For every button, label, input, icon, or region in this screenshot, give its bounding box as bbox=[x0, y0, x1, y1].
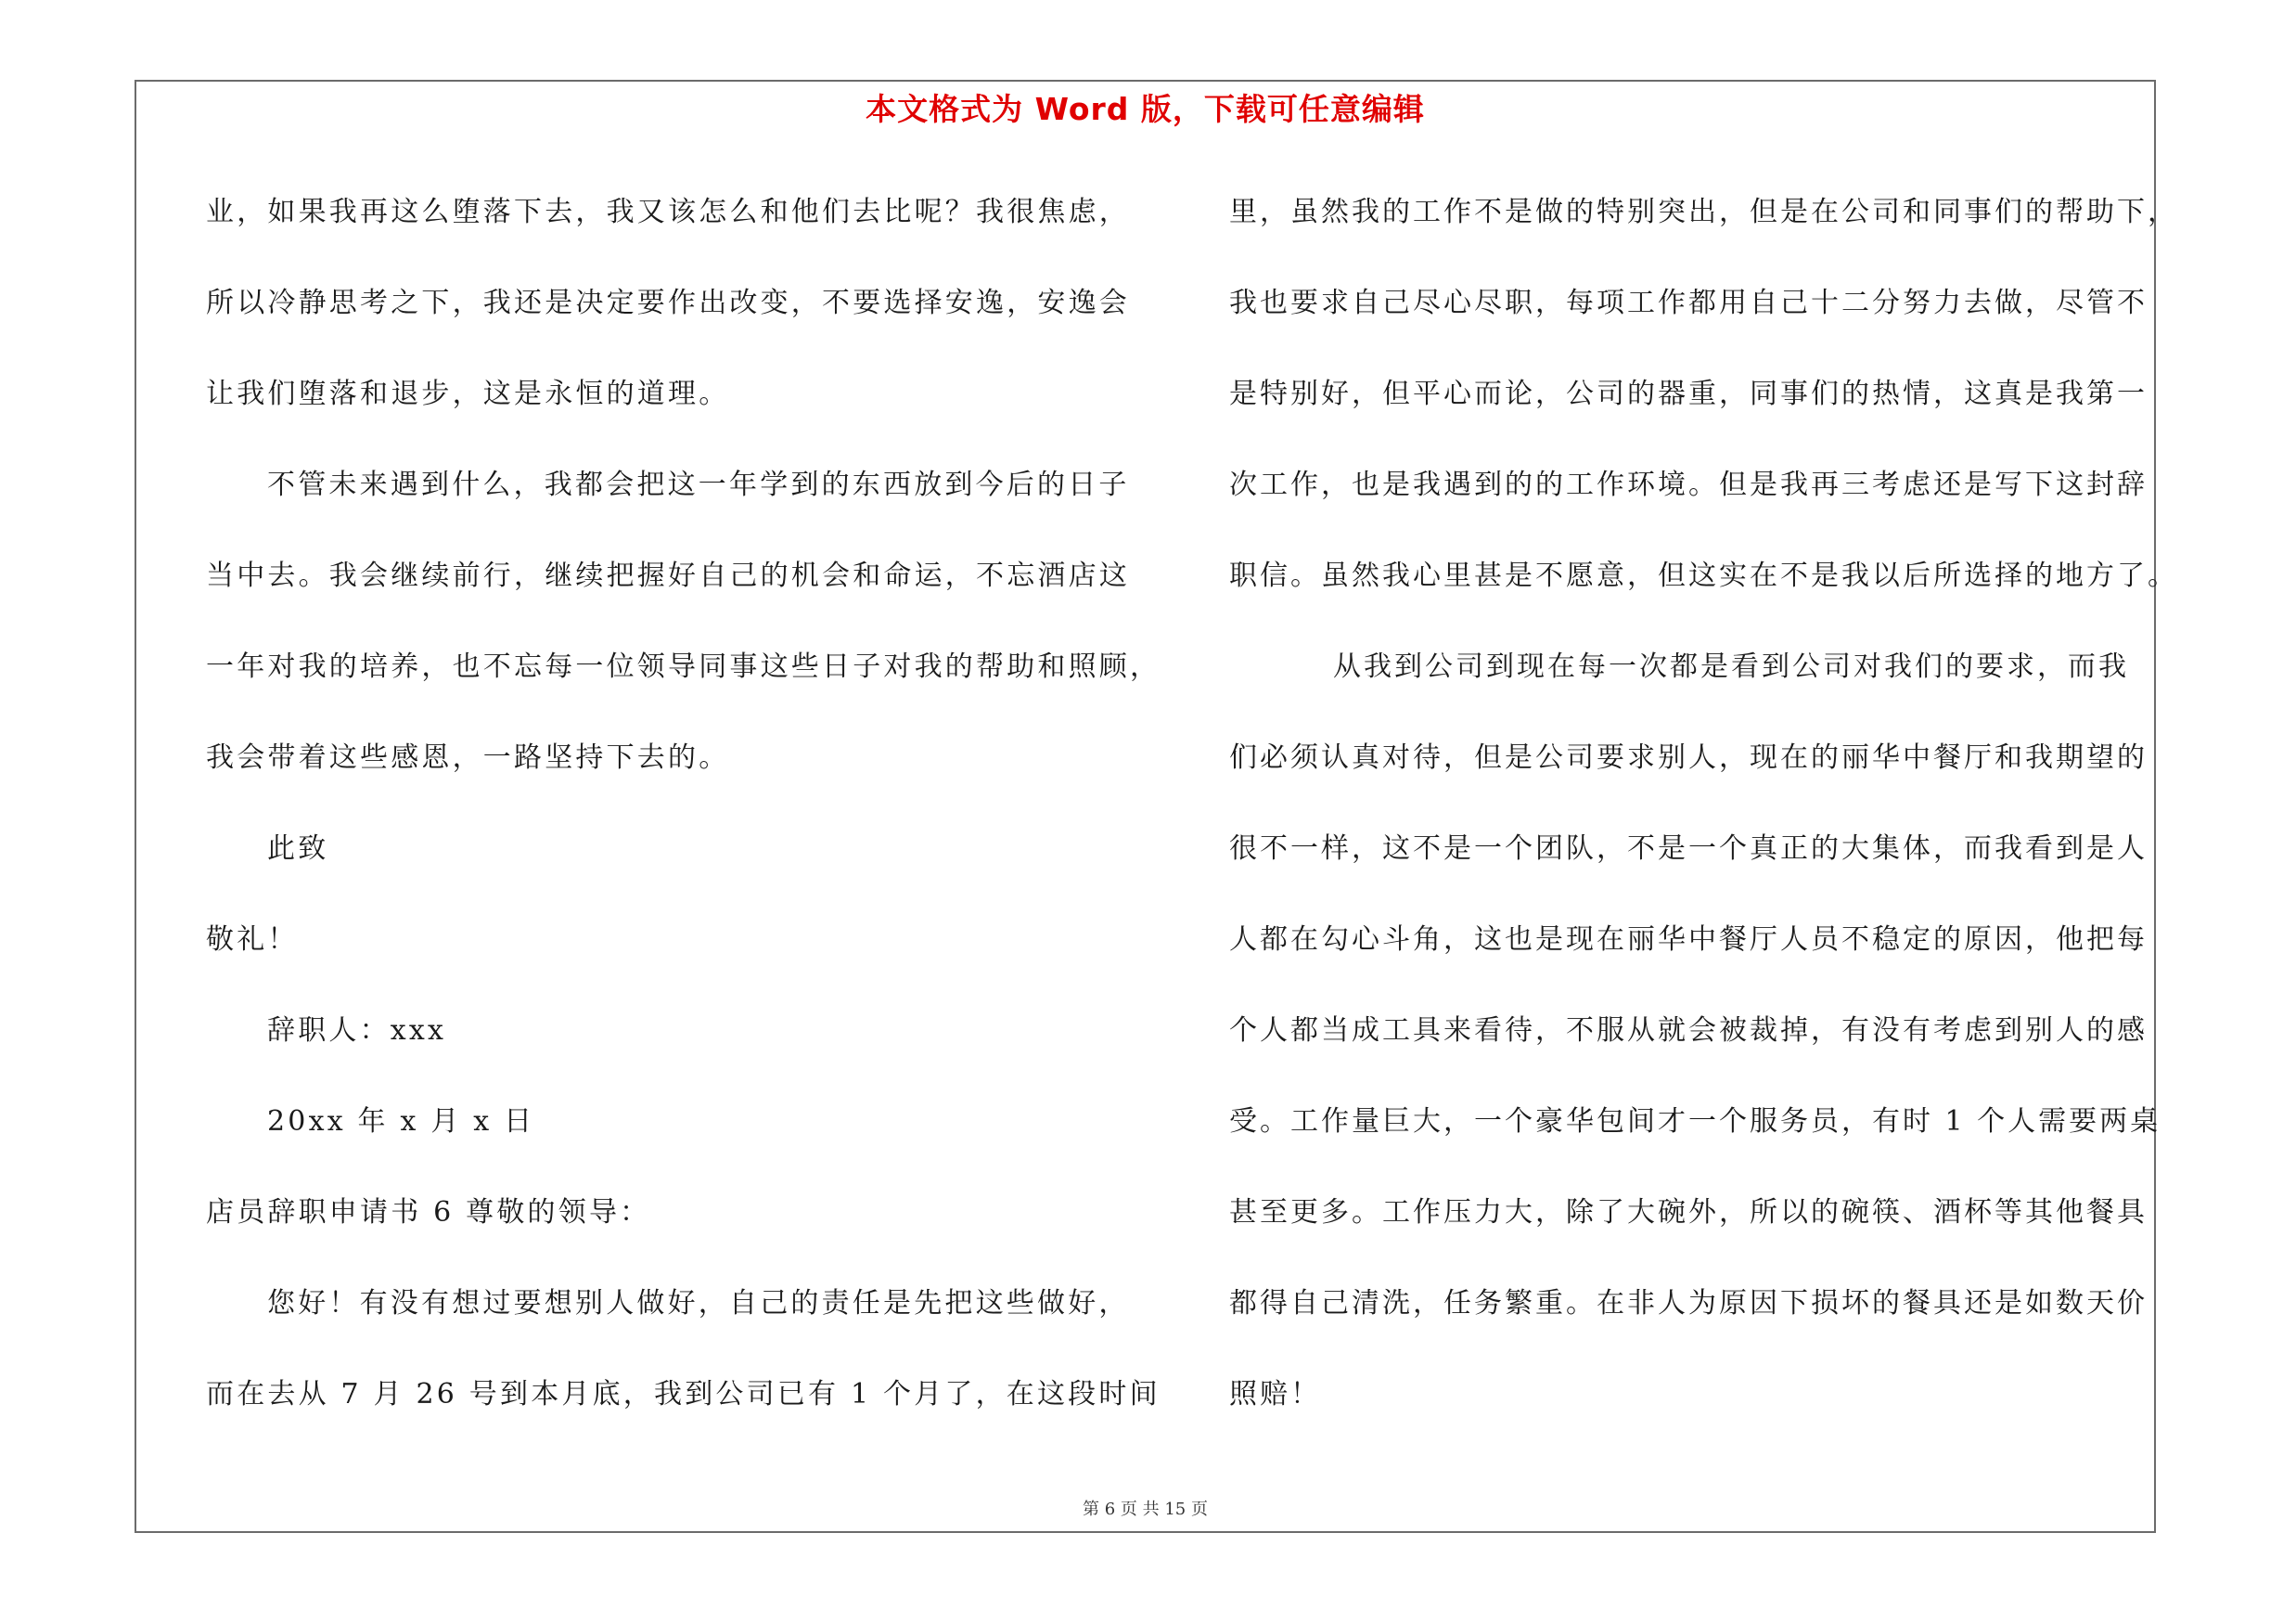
salutation: 敬礼！ bbox=[206, 923, 299, 956]
text-line: 所以冷静思考之下，我还是决定要作出改变，不要选择安逸，安逸会 bbox=[206, 287, 1130, 319]
text-line: 一年对我的培养，也不忘每一位领导同事这些日子对我的帮助和照顾， bbox=[206, 650, 1161, 683]
page-number-footer: 第 6 页 共 15 页 bbox=[1083, 1500, 1208, 1519]
paragraph-start-line: 您好！有没有想过要想别人做好，自己的责任是先把这些做好， bbox=[267, 1287, 1130, 1320]
text-line: 照赔！ bbox=[1229, 1378, 1321, 1410]
text-line: 里，虽然我的工作不是做的特别突出，但是在公司和同事们的帮助下， bbox=[1229, 196, 2178, 228]
text-line: 很不一样，这不是一个团队，不是一个真正的大集体，而我看到是人 bbox=[1229, 832, 2148, 865]
text-line: 让我们堕落和退步，这是永恒的道理。 bbox=[206, 378, 730, 410]
text-line: 次工作，也是我遇到的的工作环境。但是我再三考虑还是写下这封辞 bbox=[1229, 469, 2148, 501]
document-banner: 本文格式为 Word 版，下载可任意编辑 bbox=[866, 91, 1425, 127]
paragraph-start-line: 不管未来遇到什么，我都会把这一年学到的东西放到今后的日子 bbox=[267, 469, 1130, 501]
text-line: 受。工作量巨大，一个豪华包间才一个服务员，有时 1 个人需要两桌 bbox=[1229, 1105, 2161, 1138]
letter-date: 20xx 年 x 月 x 日 bbox=[267, 1105, 535, 1138]
text-line: 个人都当成工具来看待，不服从就会被裁掉，有没有考虑到别人的感 bbox=[1229, 1014, 2148, 1047]
paragraph-start-line: 从我到公司到现在每一次都是看到公司对我们的要求，而我 bbox=[1333, 650, 2129, 683]
text-line: 人都在勾心斗角，这也是现在丽华中餐厅人员不稳定的原因，他把每 bbox=[1229, 923, 2148, 956]
closing-phrase: 此致 bbox=[267, 832, 329, 865]
text-line: 我会带着这些感恩，一路坚持下去的。 bbox=[206, 741, 730, 774]
signatory: 辞职人：xxx bbox=[267, 1014, 447, 1047]
text-line: 而在去从 7 月 26 号到本月底，我到公司已有 1 个月了，在这段时间 bbox=[206, 1378, 1161, 1410]
text-line: 业，如果我再这么堕落下去，我又该怎么和他们去比呢？我很焦虑， bbox=[206, 196, 1130, 228]
text-line: 们必须认真对待，但是公司要求别人，现在的丽华中餐厅和我期望的 bbox=[1229, 741, 2148, 774]
section-heading: 店员辞职申请书 6 尊敬的领导： bbox=[206, 1196, 651, 1229]
text-line: 我也要求自己尽心尽职，每项工作都用自己十二分努力去做，尽管不 bbox=[1229, 287, 2148, 319]
text-line: 是特别好，但平心而论，公司的器重，同事们的热情，这真是我第一 bbox=[1229, 378, 2148, 410]
text-line: 甚至更多。工作压力大，除了大碗外，所以的碗筷、酒杯等其他餐具 bbox=[1229, 1196, 2148, 1229]
text-line: 当中去。我会继续前行，继续把握好自己的机会和命运，不忘酒店这 bbox=[206, 560, 1130, 592]
text-line: 都得自己清洗，任务繁重。在非人为原因下损坏的餐具还是如数天价 bbox=[1229, 1287, 2148, 1320]
text-line: 职信。虽然我心里甚是不愿意，但这实在不是我以后所选择的地方了。 bbox=[1229, 560, 2178, 592]
